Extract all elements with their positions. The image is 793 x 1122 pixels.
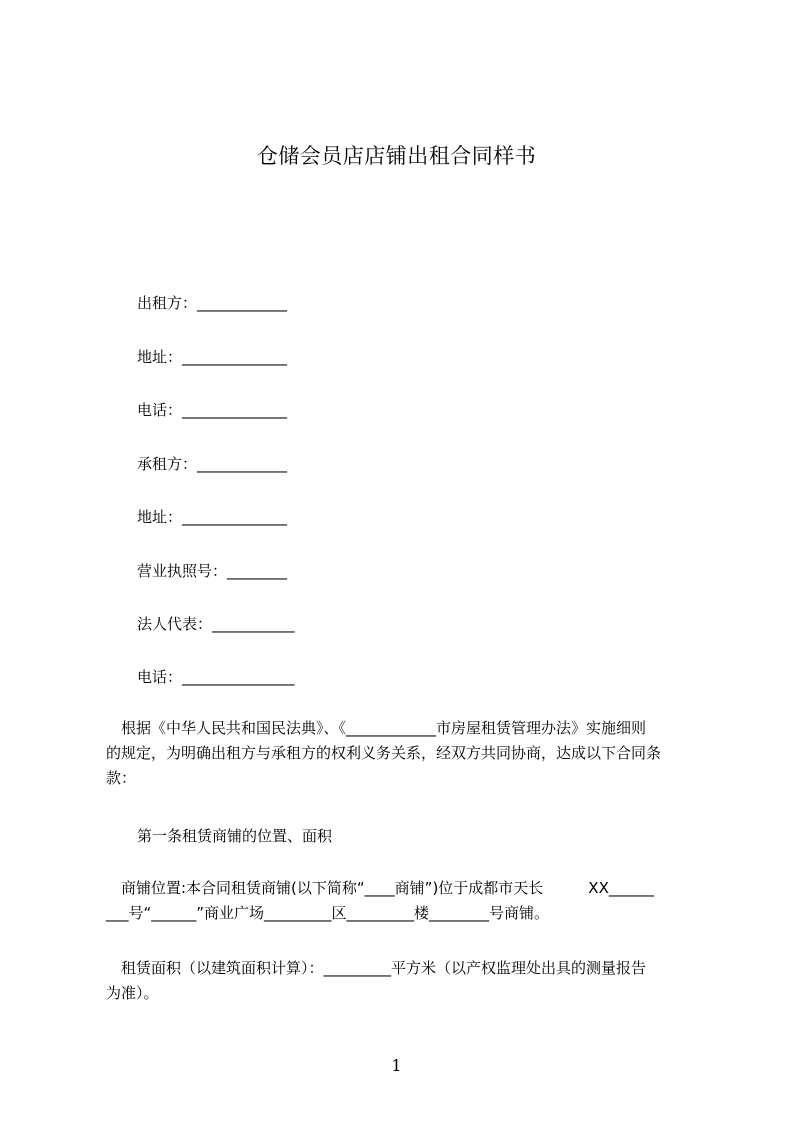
preamble-line: 的规定，为明确出租方与承租方的权利义务关系，经双方共同协商，达成以下合同条 xyxy=(106,744,662,762)
location-line: ___号“______”商业广场_________区_________楼________号商铺。 xyxy=(106,904,550,922)
lessor-address-field: 地址：______________ xyxy=(137,348,288,366)
lessee-phone-field: 电话：_______________ xyxy=(137,668,295,686)
lessor-phone-field: 电话：______________ xyxy=(137,401,288,419)
area-paragraph xyxy=(106,956,702,1006)
page-number: 1 xyxy=(391,1056,402,1075)
preamble-paragraph xyxy=(106,716,702,791)
lessee-field: 承租方：____________ xyxy=(137,455,288,473)
legal-representative-field: 法人代表：___________ xyxy=(137,615,295,633)
business-license-field: 营业执照号：________ xyxy=(137,562,288,580)
preamble-line: 根据《中华人民共和国民法典》、《____________市房屋租赁管理办法》实施细则 xyxy=(106,719,647,737)
area-line: 租赁面积（以建筑面积计算）：_________平方米（以产权监理处出具的测量报告 xyxy=(106,959,647,977)
location-line: 商铺位置:本合同租赁商铺(以下简称“____商铺”)位于成都市天长 XX______ xyxy=(106,879,654,897)
area-line: 为准）。 xyxy=(106,984,159,1002)
lessee-address-field: 地址：______________ xyxy=(137,508,288,526)
article-1-heading: 第一条租赁商铺的位置、面积 xyxy=(137,827,333,845)
location-paragraph xyxy=(106,876,702,926)
page-title: 仓储会员店店铺出租合同样书 xyxy=(256,144,537,168)
lessor-field: 出租方：____________ xyxy=(137,294,288,312)
preamble-line: 款： xyxy=(106,769,137,787)
